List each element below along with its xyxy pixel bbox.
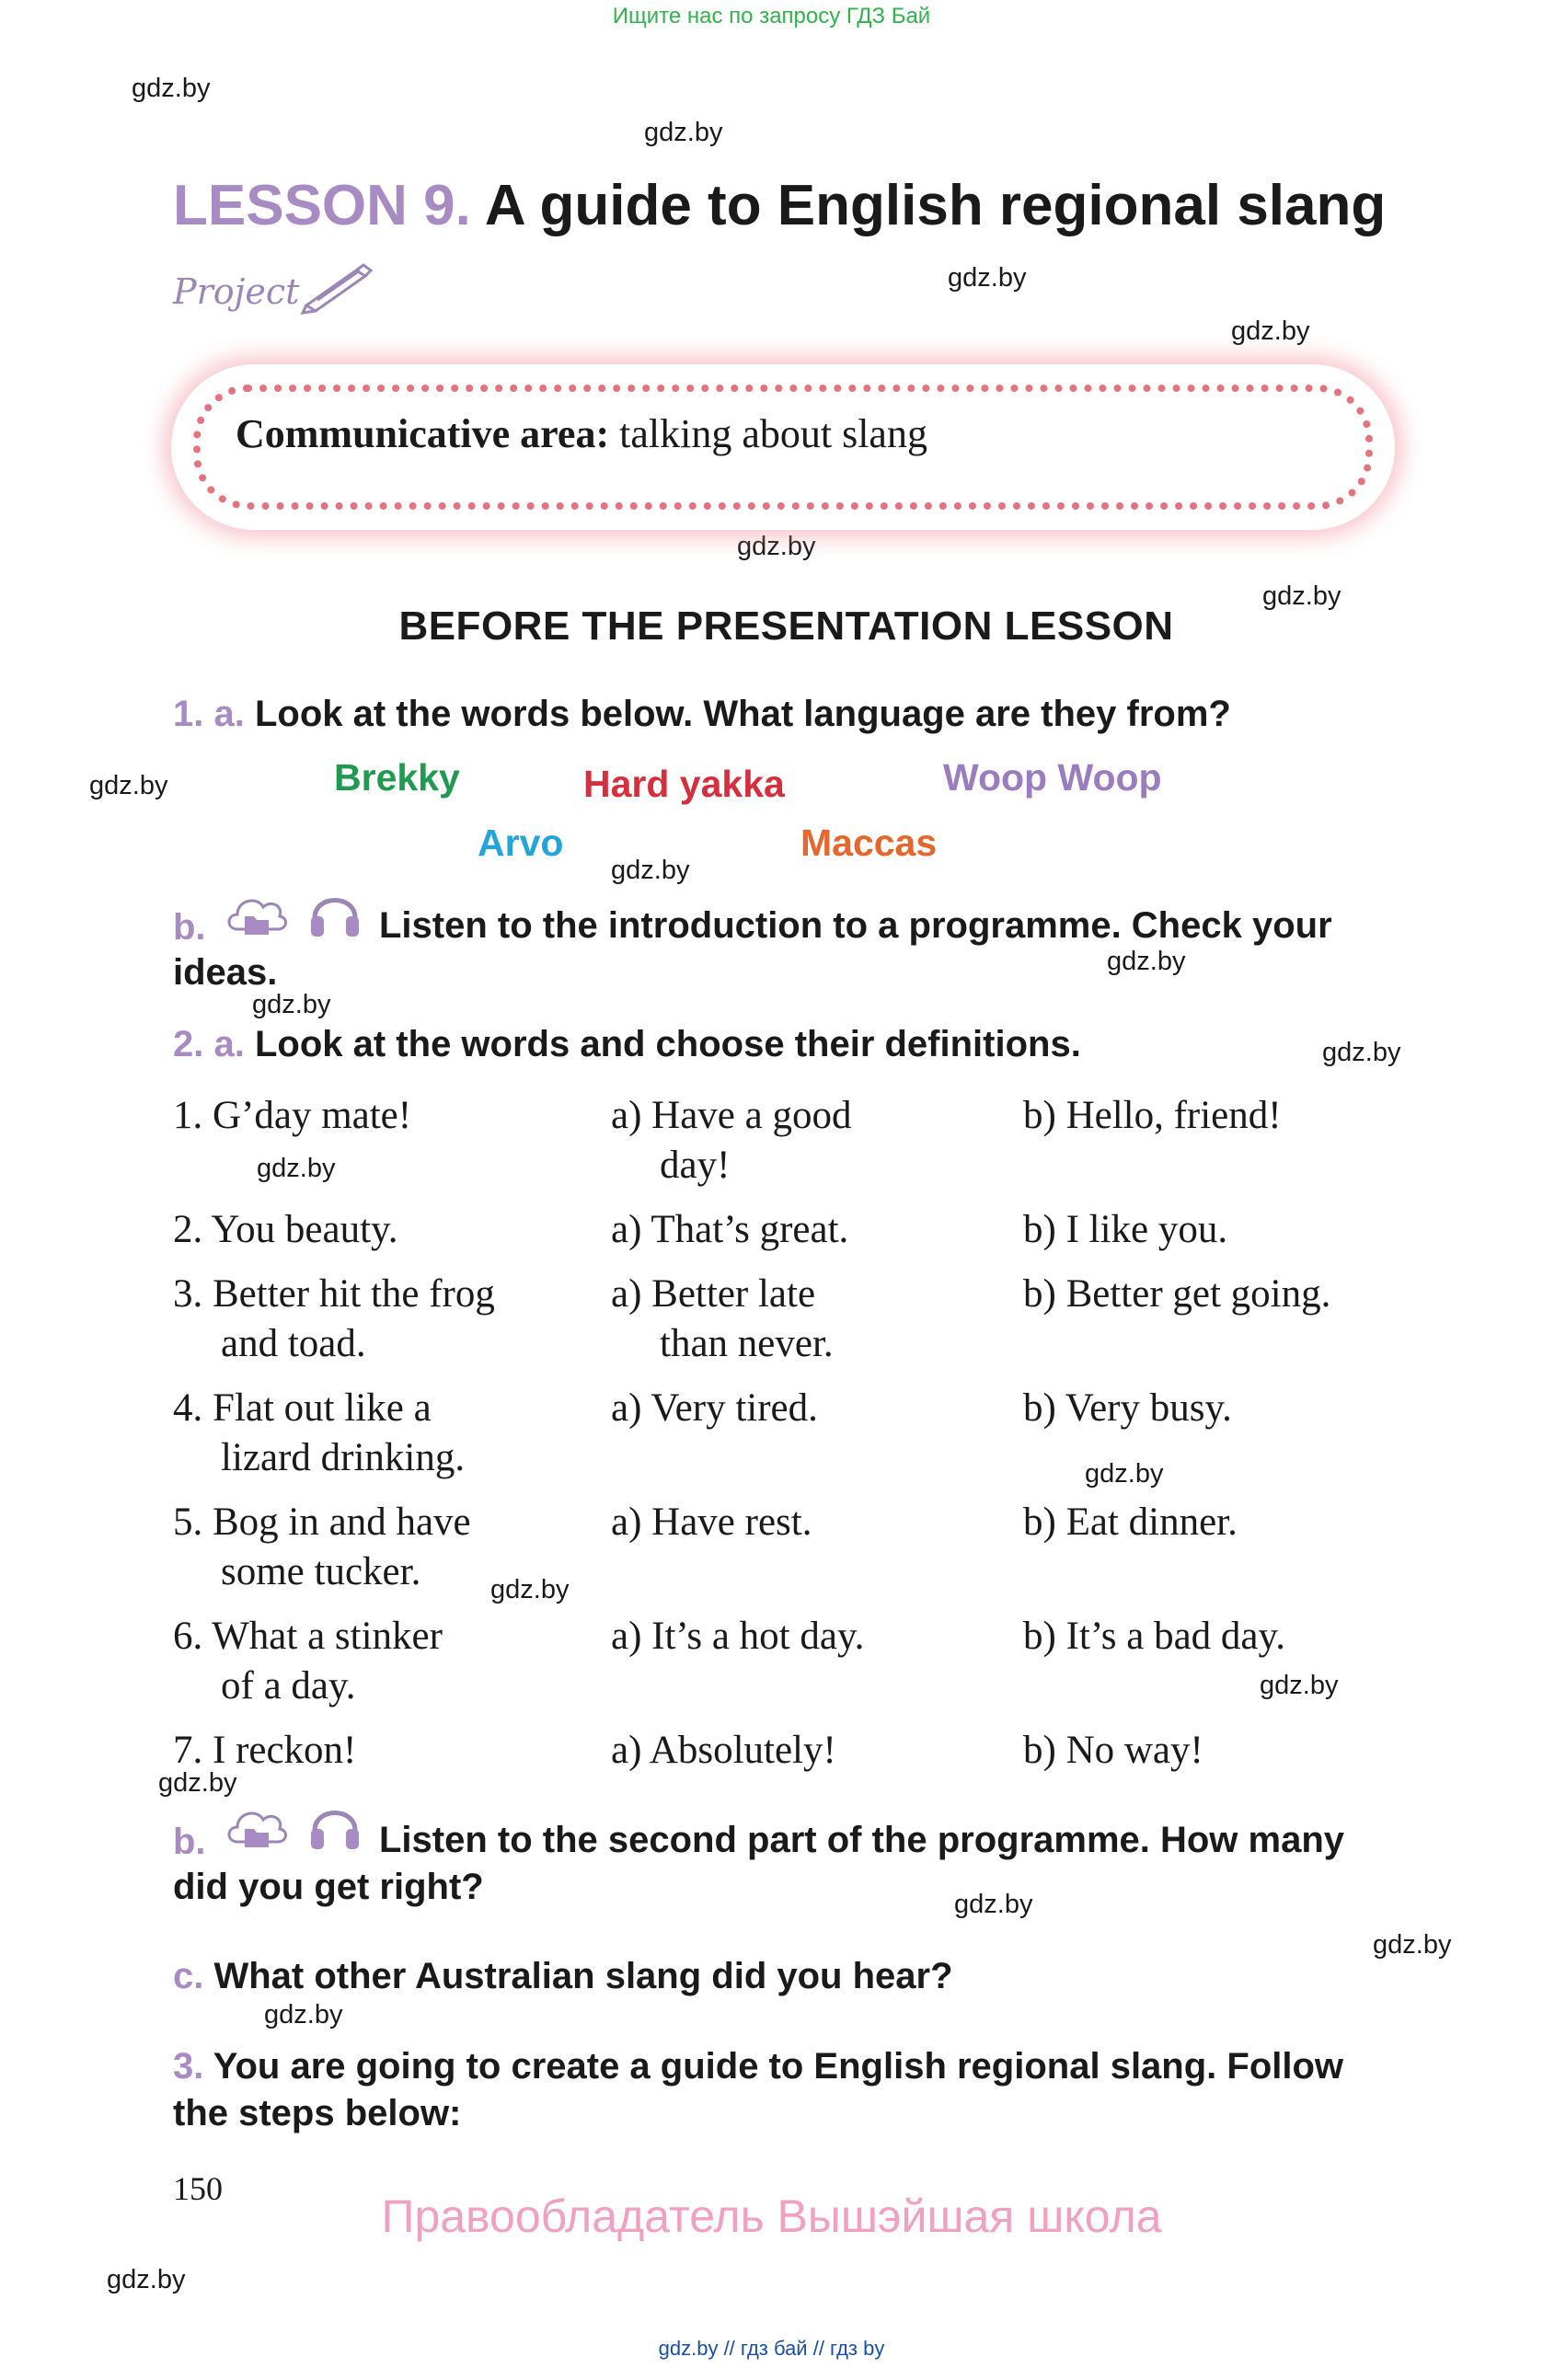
task2-c-text: What other Australian slang did you hear? xyxy=(213,1956,953,1996)
lesson-title xyxy=(173,173,1386,238)
communicative-value: talking about slang xyxy=(619,411,927,456)
option-b[interactable]: b) Hello, friend! xyxy=(1023,1094,1282,1137)
headphones-icon[interactable] xyxy=(307,1798,363,1855)
slang-word-hard-yakka: Hard yakka xyxy=(583,763,785,805)
watermark: gdz.by xyxy=(1085,1459,1164,1489)
phrase: 7. I reckon! xyxy=(173,1729,357,1772)
lesson-heading: A guide to English regional slang xyxy=(484,174,1387,237)
communicative-label: Communicative area: xyxy=(236,411,610,456)
option-a[interactable]: a) Absolutely! xyxy=(611,1729,836,1772)
task2-c xyxy=(173,1956,953,1997)
option-b[interactable]: b) I like you. xyxy=(1023,1208,1228,1251)
slang-word-arvo: Arvo xyxy=(478,822,564,864)
lesson-number: LESSON 9. xyxy=(173,174,471,237)
watermark: gdz.by xyxy=(257,1154,336,1183)
option-a[interactable]: a) It’s a hot day. xyxy=(611,1615,865,1658)
option-a[interactable]: a) Better late than never. xyxy=(611,1272,834,1365)
task1-b-label: b. xyxy=(173,907,206,948)
option-a[interactable]: a) That’s great. xyxy=(611,1208,849,1251)
watermark: gdz.by xyxy=(644,118,723,147)
task3-text: 3. You are going to create a guide to English regional slang. Follow xyxy=(173,2046,1344,2087)
task2-number: 2. xyxy=(173,1024,204,1064)
communicative-area xyxy=(236,410,927,457)
task3-number: 3. xyxy=(173,2046,204,2087)
option-a[interactable]: a) Very tired. xyxy=(611,1386,818,1430)
watermark: gdz.by xyxy=(1322,1038,1401,1067)
watermark: gdz.by xyxy=(264,2000,343,2029)
phrase: 4. Flat out like a lizard drinking. xyxy=(173,1386,466,1479)
task1-b-text-cont: ideas. xyxy=(173,952,278,993)
task1-a-text: Look at the words below. What language are they from? xyxy=(254,694,1231,734)
cloud-folder-icon[interactable] xyxy=(225,889,289,940)
page-number: 150 xyxy=(173,2170,223,2207)
task2-c-label: c. xyxy=(173,1956,204,1996)
task2-a-text: Look at the words and choose their definitions. xyxy=(254,1024,1081,1064)
slang-word-woop-woop: Woop Woop xyxy=(943,756,1162,799)
task1-number: 1. xyxy=(173,694,204,734)
watermark: gdz.by xyxy=(107,2265,186,2294)
task2-b-text: Listen to the second part of the programme. How many xyxy=(379,1820,1345,1860)
watermark: gdz.by xyxy=(158,1768,237,1798)
watermark: gdz.by xyxy=(252,990,331,1019)
phrase: 2. You beauty. xyxy=(173,1208,398,1251)
phrase: 1. G’day mate! xyxy=(173,1094,412,1137)
project-label: Project xyxy=(173,271,300,312)
watermark: gdz.by xyxy=(737,532,816,561)
task2-a xyxy=(173,1024,1081,1065)
communicative-area-box xyxy=(171,364,1395,530)
headphones-icon[interactable] xyxy=(307,885,363,942)
task2-b-label: b. xyxy=(173,1822,206,1862)
watermark: gdz.by xyxy=(948,263,1027,293)
option-b[interactable]: b) Eat dinner. xyxy=(1023,1500,1238,1544)
watermark: gdz.by xyxy=(490,1575,570,1604)
footer-links[interactable]: gdz.by // гдз бай // гдз by xyxy=(658,2337,885,2360)
watermark: gdz.by xyxy=(1107,947,1186,976)
pen-icon xyxy=(299,259,373,315)
watermark: gdz.by xyxy=(132,74,211,103)
option-b[interactable]: b) No way! xyxy=(1023,1729,1203,1772)
task1-a xyxy=(173,694,1231,735)
watermark: gdz.by xyxy=(1262,581,1341,611)
phrase: 5. Bog in and have some tucker. xyxy=(173,1500,471,1593)
watermark: gdz.by xyxy=(1260,1671,1339,1700)
watermark: gdz.by xyxy=(611,856,690,885)
slang-word-brekky: Brekky xyxy=(334,756,460,799)
task1-b-text: Listen to the introduction to a programme. Check your xyxy=(379,905,1332,946)
phrase: 6. What a stinker of a day. xyxy=(173,1615,443,1707)
watermark: gdz.by xyxy=(954,1890,1033,1919)
rights-holder: Правообладатель Вышэйшая школа xyxy=(381,2190,1162,2242)
phrase: 3. Better hit the frog and toad. xyxy=(173,1272,495,1365)
task2-a-label: a. xyxy=(213,1024,245,1064)
watermark: gdz.by xyxy=(1373,1930,1452,1960)
task1-a-label: a. xyxy=(213,694,245,734)
option-b[interactable]: b) Very busy. xyxy=(1023,1386,1232,1430)
watermark: gdz.by xyxy=(89,771,168,800)
task3-text-cont: the steps below: xyxy=(173,2093,462,2133)
cloud-folder-icon[interactable] xyxy=(225,1801,289,1853)
option-b[interactable]: b) Better get going. xyxy=(1023,1272,1331,1316)
section-heading: BEFORE THE PRESENTATION LESSON xyxy=(398,604,1174,649)
option-a[interactable]: a) Have rest. xyxy=(611,1500,812,1544)
slang-word-maccas: Maccas xyxy=(800,822,938,864)
task2-b-text-cont: did you get right? xyxy=(173,1867,484,1907)
top-banner[interactable]: Ищите нас по запросу ГДЗ Бай xyxy=(612,4,931,29)
watermark: gdz.by xyxy=(1231,316,1310,346)
option-a[interactable]: a) Have a good day! xyxy=(611,1094,852,1187)
option-b[interactable]: b) It’s a bad day. xyxy=(1023,1615,1285,1658)
